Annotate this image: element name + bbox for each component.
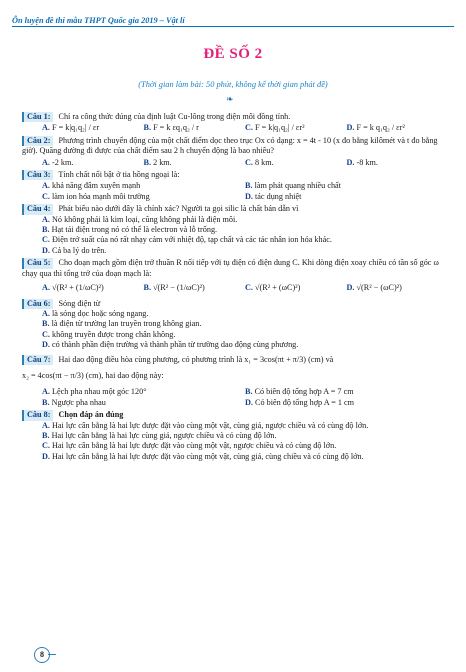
question-label: Câu 7: (22, 355, 53, 365)
answer-option[interactable]: B. là điện từ trường lan truyền trong không gian. (42, 319, 202, 329)
answer-option[interactable]: C. 8 km. (245, 157, 274, 167)
question-8 (22, 410, 448, 420)
answer-option[interactable]: C. không truyền được trong chân không. (42, 329, 176, 339)
question-label: Câu 1: (22, 112, 53, 122)
question-7-continued: x₂ = 4cos(πt − π/3) (cm), hai dao động này: (22, 370, 164, 380)
exam-subtitle: (Thời gian làm bài: 50 phút, không kể thời gian phát đề) (138, 80, 328, 89)
answers-3b (22, 192, 448, 202)
answer-option[interactable]: D. tác dụng nhiệt (245, 191, 302, 201)
footer-rule (48, 654, 56, 655)
answer-option[interactable]: A. Hai lực cân bằng là hai lực được đặt vào cùng một vật, cùng giá, ngược chiều và có cùng độ lớn. (42, 420, 369, 430)
question-5 (22, 258, 448, 279)
answer-option[interactable]: C. làm ion hóa mạnh môi trường (42, 191, 150, 201)
header-rule (12, 26, 454, 27)
question-3 (22, 170, 448, 180)
question-label: Câu 5: (22, 258, 53, 268)
answer-option[interactable]: B. 2 km. (143, 157, 172, 167)
question-text: Chỉ ra công thức đúng của định luật Cu-lông trong điện môi đồng tính. (58, 112, 291, 121)
question-label: Câu 8: (22, 410, 53, 420)
answer-option[interactable]: B. √(R² − (1/ωC)²) (143, 283, 205, 293)
question-7 (22, 355, 448, 365)
answers-2 (22, 158, 448, 168)
question-2 (22, 136, 448, 157)
answer-option[interactable]: B. làm phát quang nhiều chất (245, 181, 341, 191)
page-number: 8 (34, 647, 50, 663)
answers-7a (22, 387, 448, 397)
answer-option[interactable]: D. F = k q₁q₂ / εr² (346, 123, 405, 133)
header-title: Ôn luyện đề thi mẫu THPT Quốc gia 2019 – Vật lí (12, 16, 185, 25)
answer-option[interactable]: B. Có biên độ tổng hợp A = 7 cm (245, 387, 354, 397)
answer-option[interactable]: C. F = k|q₁q₂| / εr² (245, 123, 305, 133)
question-label: Câu 6: (22, 299, 53, 309)
ornament-icon: ❧ (226, 94, 234, 104)
question-text: Hai dao động điều hòa cùng phương, có phương trình là x₁ = 3cos(πt + π/3) (cm) và (58, 354, 334, 364)
answer-option[interactable]: A. -2 km. (42, 157, 74, 167)
question-text: Phương trình chuyển động của một chất điểm dọc theo trục Ox có dạng: x = 4t - 10 (x đo bằng kilômét và t đo bằng giờ). Quãng đường đi được của chất điểm sau 2 h chuyển động là bao nhiêu? (22, 135, 438, 156)
answer-option[interactable]: A. √(R² + (1/ωC)²) (42, 283, 104, 293)
answer-option[interactable]: B. Hạt tải điện trong nó có thể là electron và lỗ trống. (42, 225, 218, 235)
question-6 (22, 299, 448, 309)
answer-option[interactable]: D. √(R² − (ωC)²) (346, 283, 402, 293)
question-text: Sóng điện từ (58, 298, 101, 308)
answer-option[interactable]: A. Nó không phải là kim loại, cũng không phải là điện môi. (42, 214, 238, 224)
question-text: Chọn đáp án đúng (58, 410, 124, 420)
answer-option[interactable]: A. khả năng đâm xuyên mạnh (42, 181, 141, 191)
question-1 (22, 112, 448, 122)
exam-title: ĐỀ SỐ 2 (203, 46, 263, 62)
answer-option[interactable]: D. -8 km. (346, 157, 378, 167)
page-header (12, 16, 454, 27)
answer-option[interactable]: B. Ngược pha nhau (42, 397, 106, 407)
answers-7b (22, 398, 448, 408)
answer-option[interactable]: B. F = k εq₁q₂ / r (143, 123, 199, 133)
question-4 (22, 204, 448, 214)
answer-option[interactable]: C. Hai lực cân bằng là hai lực được đặt vào cùng một vật, ngược chiều và có cùng độ lớn. (42, 441, 337, 451)
answer-option[interactable]: C. √(R² + (ωC)²) (245, 283, 301, 293)
answers-1 (22, 123, 448, 133)
answer-option[interactable]: D. Hai lực cân bằng là hai lực được đặt vào cùng một vật, cùng giá, cùng chiều và có cùng độ lớn. (42, 451, 364, 461)
answer-option[interactable]: D. Có biên độ tổng hợp A = 1 cm (245, 397, 355, 407)
answer-option[interactable]: D. có thành phần điện trường và thành phần từ trường dao động cùng phương. (42, 340, 299, 350)
question-label: Câu 3: (22, 170, 53, 180)
answers-3a (22, 181, 448, 191)
answer-option[interactable]: A. là sóng dọc hoặc sóng ngang. (42, 308, 149, 318)
question-text: Phát biểu nào dưới đây là chính xác? Người ta gọi silic là chất bán dẫn vì (58, 204, 299, 214)
answer-option[interactable]: A. F = k|q₁q₂| / εr (42, 123, 100, 133)
question-label: Câu 4: (22, 204, 53, 214)
question-text: Tính chất nổi bật ở tia hồng ngoại là: (58, 170, 180, 180)
answer-option[interactable]: A. Lệch pha nhau một góc 120° (42, 387, 147, 397)
answers-5 (22, 283, 448, 293)
answer-option[interactable]: D. Cả ba lý do trên. (42, 245, 107, 255)
answer-option[interactable]: B. Hai lực cân bằng là hai lực cùng giá, ngược chiều và có cùng độ lớn. (42, 430, 277, 440)
questions-list (22, 112, 448, 462)
answer-option[interactable]: C. Điện trở suất của nó rất nhạy cảm với nhiệt độ, tạp chất và các tác nhân ion hóa khác. (42, 235, 332, 245)
question-label: Câu 2: (22, 136, 53, 146)
question-text: Cho đoạn mạch gồm điện trở thuần R nối tiếp với tụ điện có điện dung C. Khi dòng điện xoay chiều có tần số góc ω chạy qua thì tổng trở của đoạn mạch là: (22, 258, 439, 278)
